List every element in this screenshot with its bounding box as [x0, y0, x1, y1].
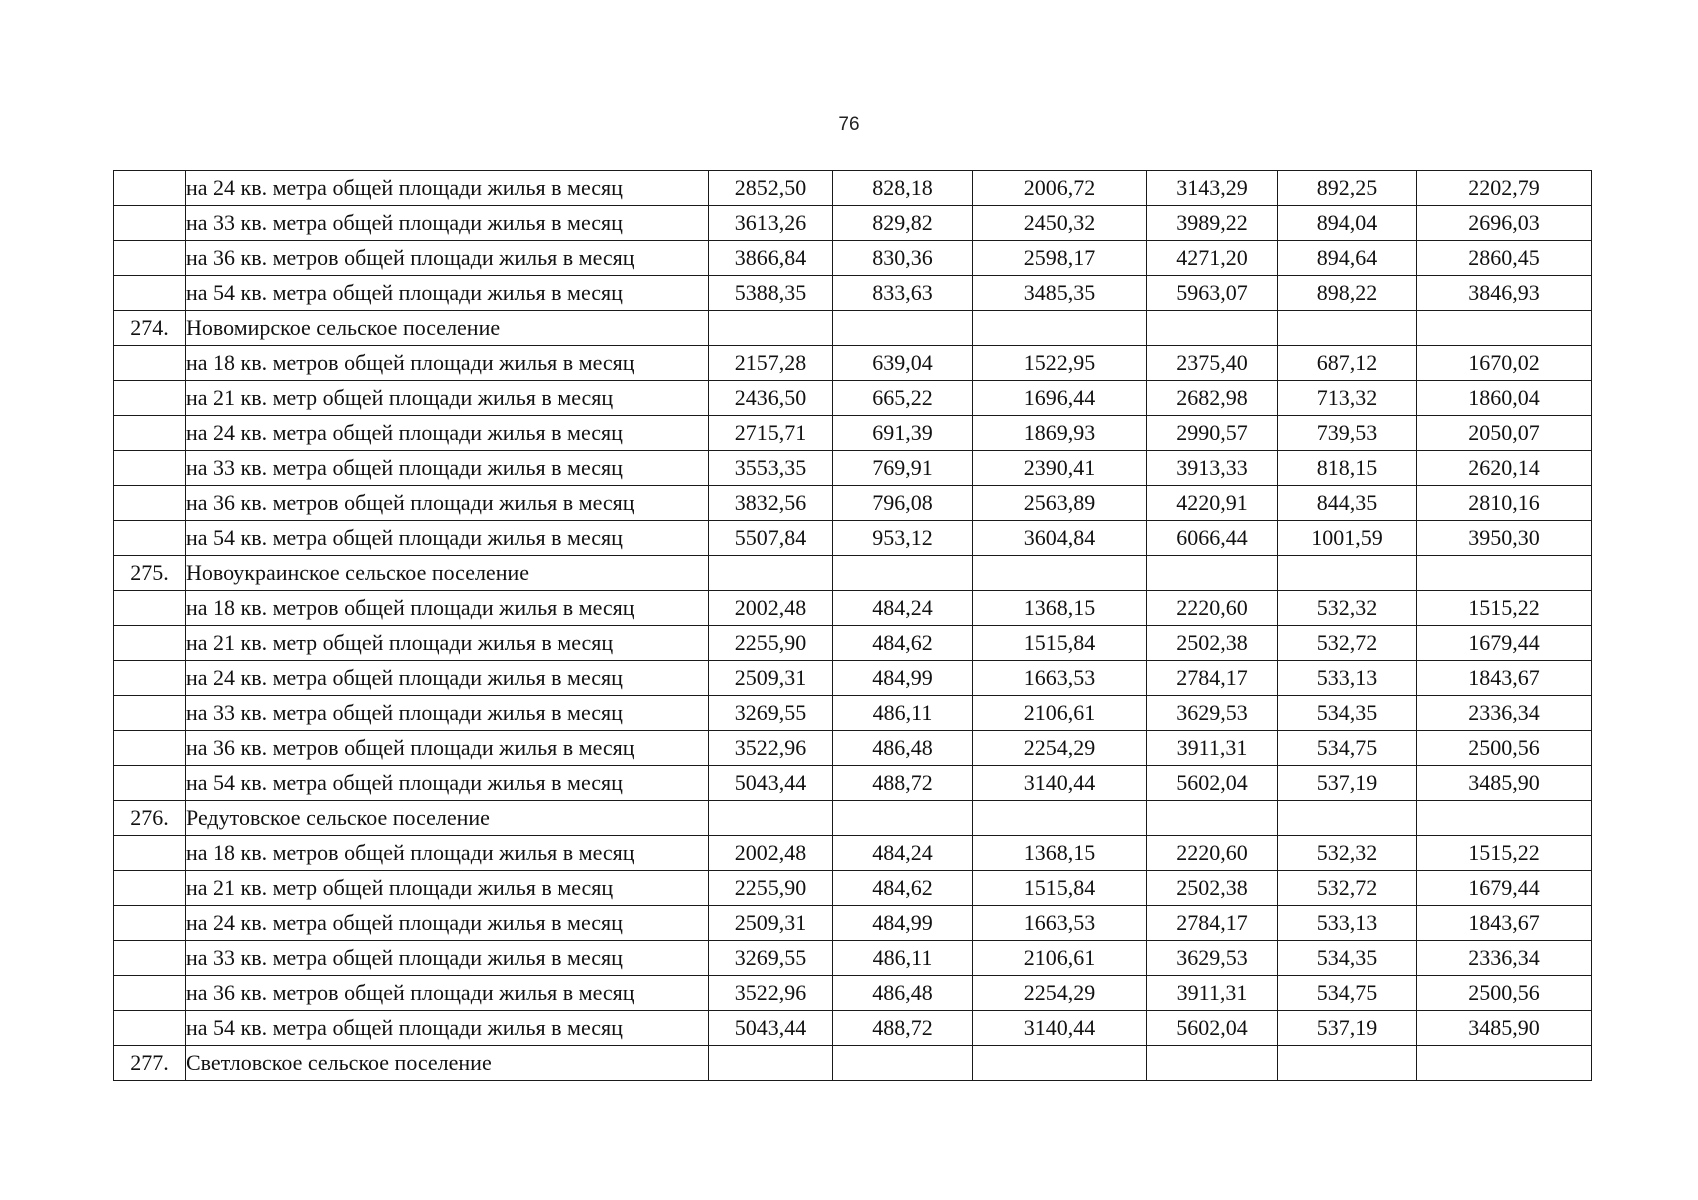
- value-cell: 687,12: [1278, 346, 1417, 381]
- table-row: [114, 171, 1592, 206]
- value-cell: 532,32: [1278, 591, 1417, 626]
- value-cell: 1515,22: [1417, 836, 1592, 871]
- tariff-table: [113, 170, 1592, 1081]
- table-row: [114, 1011, 1592, 1046]
- value-cell: 2502,38: [1147, 871, 1278, 906]
- value-cell: [833, 1046, 973, 1081]
- value-cell: [1417, 801, 1592, 836]
- value-cell: 639,04: [833, 346, 973, 381]
- value-cell: 5963,07: [1147, 276, 1278, 311]
- row-name-cell: на 18 кв. метров общей площади жилья в месяц: [186, 836, 709, 871]
- value-cell: 534,75: [1278, 731, 1417, 766]
- row-name-cell: на 33 кв. метра общей площади жилья в месяц: [186, 941, 709, 976]
- row-number-cell: [114, 626, 186, 661]
- value-cell: 1515,22: [1417, 591, 1592, 626]
- table-row: [114, 556, 1592, 591]
- value-cell: 486,11: [833, 696, 973, 731]
- value-cell: 1843,67: [1417, 906, 1592, 941]
- table-row: [114, 486, 1592, 521]
- value-cell: 532,32: [1278, 836, 1417, 871]
- value-cell: 3629,53: [1147, 941, 1278, 976]
- value-cell: 2436,50: [709, 381, 833, 416]
- value-cell: 2509,31: [709, 661, 833, 696]
- value-cell: 5043,44: [709, 1011, 833, 1046]
- table-row: [114, 1046, 1592, 1081]
- row-number-cell: [114, 661, 186, 696]
- value-cell: 3846,93: [1417, 276, 1592, 311]
- value-cell: 2220,60: [1147, 836, 1278, 871]
- value-cell: 534,35: [1278, 941, 1417, 976]
- row-name-cell: на 33 кв. метра общей площади жилья в месяц: [186, 451, 709, 486]
- value-cell: 532,72: [1278, 871, 1417, 906]
- value-cell: 2254,29: [973, 731, 1147, 766]
- row-number-cell: [114, 731, 186, 766]
- value-cell: [973, 556, 1147, 591]
- row-name-cell: на 54 кв. метра общей площади жилья в месяц: [186, 766, 709, 801]
- row-number-cell: [114, 346, 186, 381]
- row-name-cell: на 36 кв. метров общей площади жилья в месяц: [186, 976, 709, 1011]
- value-cell: 796,08: [833, 486, 973, 521]
- table-row: [114, 241, 1592, 276]
- value-cell: 2810,16: [1417, 486, 1592, 521]
- value-cell: 488,72: [833, 1011, 973, 1046]
- value-cell: 3553,35: [709, 451, 833, 486]
- value-cell: 894,04: [1278, 206, 1417, 241]
- value-cell: 892,25: [1278, 171, 1417, 206]
- value-cell: 5043,44: [709, 766, 833, 801]
- value-cell: 2255,90: [709, 871, 833, 906]
- value-cell: [1417, 311, 1592, 346]
- value-cell: 1679,44: [1417, 626, 1592, 661]
- value-cell: 2696,03: [1417, 206, 1592, 241]
- table-row: [114, 451, 1592, 486]
- value-cell: [1147, 556, 1278, 591]
- row-name-cell: на 21 кв. метр общей площади жилья в месяц: [186, 871, 709, 906]
- value-cell: 3911,31: [1147, 731, 1278, 766]
- value-cell: 2715,71: [709, 416, 833, 451]
- value-cell: 829,82: [833, 206, 973, 241]
- value-cell: 484,99: [833, 661, 973, 696]
- row-name-cell: на 36 кв. метров общей площади жилья в месяц: [186, 486, 709, 521]
- value-cell: 5388,35: [709, 276, 833, 311]
- value-cell: 2002,48: [709, 836, 833, 871]
- row-name-cell: на 36 кв. метров общей площади жилья в месяц: [186, 241, 709, 276]
- value-cell: 2157,28: [709, 346, 833, 381]
- value-cell: 3522,96: [709, 731, 833, 766]
- value-cell: 1001,59: [1278, 521, 1417, 556]
- row-name-cell: Новомирское сельское поселение: [186, 311, 709, 346]
- row-number-cell: [114, 976, 186, 1011]
- value-cell: 1869,93: [973, 416, 1147, 451]
- value-cell: 2006,72: [973, 171, 1147, 206]
- value-cell: 3522,96: [709, 976, 833, 1011]
- value-cell: 2254,29: [973, 976, 1147, 1011]
- row-number-cell: [114, 871, 186, 906]
- row-name-cell: на 24 кв. метра общей площади жилья в месяц: [186, 416, 709, 451]
- value-cell: 3485,90: [1417, 766, 1592, 801]
- table-row: [114, 206, 1592, 241]
- table-row: [114, 346, 1592, 381]
- row-number-cell: [114, 486, 186, 521]
- value-cell: [1417, 556, 1592, 591]
- row-number-cell: [114, 241, 186, 276]
- value-cell: 1679,44: [1417, 871, 1592, 906]
- value-cell: 2990,57: [1147, 416, 1278, 451]
- table-row: [114, 906, 1592, 941]
- value-cell: [973, 311, 1147, 346]
- row-name-cell: на 54 кв. метра общей площади жилья в месяц: [186, 521, 709, 556]
- row-number-cell: [114, 906, 186, 941]
- value-cell: 537,19: [1278, 766, 1417, 801]
- value-cell: [709, 1046, 833, 1081]
- row-number-cell: 275.: [114, 556, 186, 591]
- table-row: [114, 976, 1592, 1011]
- value-cell: 953,12: [833, 521, 973, 556]
- value-cell: 3950,30: [1417, 521, 1592, 556]
- value-cell: [1417, 1046, 1592, 1081]
- value-cell: 2784,17: [1147, 661, 1278, 696]
- value-cell: 1368,15: [973, 591, 1147, 626]
- row-name-cell: Редутовское сельское поселение: [186, 801, 709, 836]
- row-name-cell: на 54 кв. метра общей площади жилья в месяц: [186, 1011, 709, 1046]
- row-number-cell: [114, 171, 186, 206]
- value-cell: 2106,61: [973, 696, 1147, 731]
- value-cell: 533,13: [1278, 661, 1417, 696]
- value-cell: [1147, 1046, 1278, 1081]
- row-name-cell: на 21 кв. метр общей площади жилья в месяц: [186, 381, 709, 416]
- value-cell: 486,11: [833, 941, 973, 976]
- value-cell: 3485,35: [973, 276, 1147, 311]
- row-number-cell: [114, 696, 186, 731]
- value-cell: 2784,17: [1147, 906, 1278, 941]
- row-name-cell: на 24 кв. метра общей площади жилья в месяц: [186, 661, 709, 696]
- value-cell: 2682,98: [1147, 381, 1278, 416]
- row-name-cell: на 24 кв. метра общей площади жилья в месяц: [186, 906, 709, 941]
- value-cell: 2620,14: [1417, 451, 1592, 486]
- value-cell: 2502,38: [1147, 626, 1278, 661]
- row-number-cell: [114, 381, 186, 416]
- row-name-cell: на 33 кв. метра общей площади жилья в месяц: [186, 206, 709, 241]
- row-name-cell: на 24 кв. метра общей площади жилья в месяц: [186, 171, 709, 206]
- value-cell: 3913,33: [1147, 451, 1278, 486]
- value-cell: 486,48: [833, 976, 973, 1011]
- row-number-cell: [114, 836, 186, 871]
- value-cell: 2202,79: [1417, 171, 1592, 206]
- value-cell: 5602,04: [1147, 1011, 1278, 1046]
- value-cell: 2255,90: [709, 626, 833, 661]
- value-cell: 2002,48: [709, 591, 833, 626]
- value-cell: 2220,60: [1147, 591, 1278, 626]
- value-cell: [709, 556, 833, 591]
- value-cell: 484,62: [833, 626, 973, 661]
- value-cell: 484,99: [833, 906, 973, 941]
- row-number-cell: [114, 206, 186, 241]
- value-cell: 713,32: [1278, 381, 1417, 416]
- value-cell: 898,22: [1278, 276, 1417, 311]
- value-cell: 3832,56: [709, 486, 833, 521]
- value-cell: 2336,34: [1417, 941, 1592, 976]
- page-number: 76: [838, 114, 860, 135]
- value-cell: 2500,56: [1417, 976, 1592, 1011]
- row-number-cell: [114, 416, 186, 451]
- value-cell: 534,35: [1278, 696, 1417, 731]
- value-cell: 486,48: [833, 731, 973, 766]
- row-name-cell: Светловское сельское поселение: [186, 1046, 709, 1081]
- value-cell: 537,19: [1278, 1011, 1417, 1046]
- row-number-cell: 276.: [114, 801, 186, 836]
- row-name-cell: на 36 кв. метров общей площади жилья в месяц: [186, 731, 709, 766]
- value-cell: 4220,91: [1147, 486, 1278, 521]
- value-cell: 2050,07: [1417, 416, 1592, 451]
- row-name-cell: на 21 кв. метр общей площади жилья в месяц: [186, 626, 709, 661]
- value-cell: 2500,56: [1417, 731, 1592, 766]
- value-cell: 5507,84: [709, 521, 833, 556]
- value-cell: 1663,53: [973, 906, 1147, 941]
- value-cell: 1663,53: [973, 661, 1147, 696]
- value-cell: 1670,02: [1417, 346, 1592, 381]
- value-cell: 3140,44: [973, 766, 1147, 801]
- row-name-cell: на 54 кв. метра общей площади жилья в месяц: [186, 276, 709, 311]
- table-row: [114, 416, 1592, 451]
- value-cell: 3989,22: [1147, 206, 1278, 241]
- value-cell: 3866,84: [709, 241, 833, 276]
- table-row: [114, 661, 1592, 696]
- row-number-cell: [114, 276, 186, 311]
- value-cell: 894,64: [1278, 241, 1417, 276]
- value-cell: 830,36: [833, 241, 973, 276]
- value-cell: [1147, 801, 1278, 836]
- row-number-cell: [114, 1011, 186, 1046]
- row-number-cell: [114, 591, 186, 626]
- row-number-cell: 277.: [114, 1046, 186, 1081]
- value-cell: 818,15: [1278, 451, 1417, 486]
- value-cell: 2509,31: [709, 906, 833, 941]
- table-row: [114, 941, 1592, 976]
- table-body: [114, 171, 1592, 1081]
- value-cell: [973, 1046, 1147, 1081]
- value-cell: 484,24: [833, 591, 973, 626]
- table-row: [114, 836, 1592, 871]
- value-cell: 833,63: [833, 276, 973, 311]
- value-cell: 691,39: [833, 416, 973, 451]
- value-cell: [1278, 556, 1417, 591]
- value-cell: 2598,17: [973, 241, 1147, 276]
- row-number-cell: 274.: [114, 311, 186, 346]
- value-cell: [1278, 1046, 1417, 1081]
- row-name-cell: на 18 кв. метров общей площади жилья в месяц: [186, 346, 709, 381]
- row-name-cell: на 33 кв. метра общей площади жилья в месяц: [186, 696, 709, 731]
- value-cell: [973, 801, 1147, 836]
- table-row: [114, 801, 1592, 836]
- value-cell: 3140,44: [973, 1011, 1147, 1046]
- value-cell: 3629,53: [1147, 696, 1278, 731]
- value-cell: [1278, 311, 1417, 346]
- value-cell: 534,75: [1278, 976, 1417, 1011]
- value-cell: 3143,29: [1147, 171, 1278, 206]
- value-cell: 1843,67: [1417, 661, 1592, 696]
- row-name-cell: Новоукраинское сельское поселение: [186, 556, 709, 591]
- value-cell: [833, 801, 973, 836]
- table-row: [114, 696, 1592, 731]
- table-row: [114, 521, 1592, 556]
- value-cell: [833, 556, 973, 591]
- value-cell: 2375,40: [1147, 346, 1278, 381]
- value-cell: 1515,84: [973, 626, 1147, 661]
- table-row: [114, 381, 1592, 416]
- value-cell: [1147, 311, 1278, 346]
- value-cell: [1278, 801, 1417, 836]
- value-cell: 3485,90: [1417, 1011, 1592, 1046]
- table-row: [114, 591, 1592, 626]
- table-row: [114, 766, 1592, 801]
- table-row: [114, 626, 1592, 661]
- row-number-cell: [114, 766, 186, 801]
- value-cell: 769,91: [833, 451, 973, 486]
- value-cell: [709, 311, 833, 346]
- row-number-cell: [114, 451, 186, 486]
- value-cell: 533,13: [1278, 906, 1417, 941]
- value-cell: 665,22: [833, 381, 973, 416]
- value-cell: 844,35: [1278, 486, 1417, 521]
- value-cell: 3911,31: [1147, 976, 1278, 1011]
- row-name-cell: на 18 кв. метров общей площади жилья в месяц: [186, 591, 709, 626]
- value-cell: 1860,04: [1417, 381, 1592, 416]
- value-cell: 5602,04: [1147, 766, 1278, 801]
- value-cell: 1368,15: [973, 836, 1147, 871]
- value-cell: 2860,45: [1417, 241, 1592, 276]
- value-cell: 484,62: [833, 871, 973, 906]
- value-cell: 3269,55: [709, 696, 833, 731]
- value-cell: 1522,95: [973, 346, 1147, 381]
- value-cell: 2106,61: [973, 941, 1147, 976]
- value-cell: 6066,44: [1147, 521, 1278, 556]
- row-number-cell: [114, 521, 186, 556]
- value-cell: 2450,32: [973, 206, 1147, 241]
- value-cell: 3604,84: [973, 521, 1147, 556]
- value-cell: 1696,44: [973, 381, 1147, 416]
- value-cell: 2852,50: [709, 171, 833, 206]
- table-row: [114, 871, 1592, 906]
- value-cell: 4271,20: [1147, 241, 1278, 276]
- value-cell: 488,72: [833, 766, 973, 801]
- value-cell: [833, 311, 973, 346]
- table-row: [114, 276, 1592, 311]
- value-cell: 3613,26: [709, 206, 833, 241]
- value-cell: 3269,55: [709, 941, 833, 976]
- value-cell: 484,24: [833, 836, 973, 871]
- value-cell: [709, 801, 833, 836]
- value-cell: 739,53: [1278, 416, 1417, 451]
- value-cell: 1515,84: [973, 871, 1147, 906]
- value-cell: 2390,41: [973, 451, 1147, 486]
- table-row: [114, 731, 1592, 766]
- row-number-cell: [114, 941, 186, 976]
- value-cell: 2563,89: [973, 486, 1147, 521]
- value-cell: 828,18: [833, 171, 973, 206]
- value-cell: 2336,34: [1417, 696, 1592, 731]
- table-row: [114, 311, 1592, 346]
- value-cell: 532,72: [1278, 626, 1417, 661]
